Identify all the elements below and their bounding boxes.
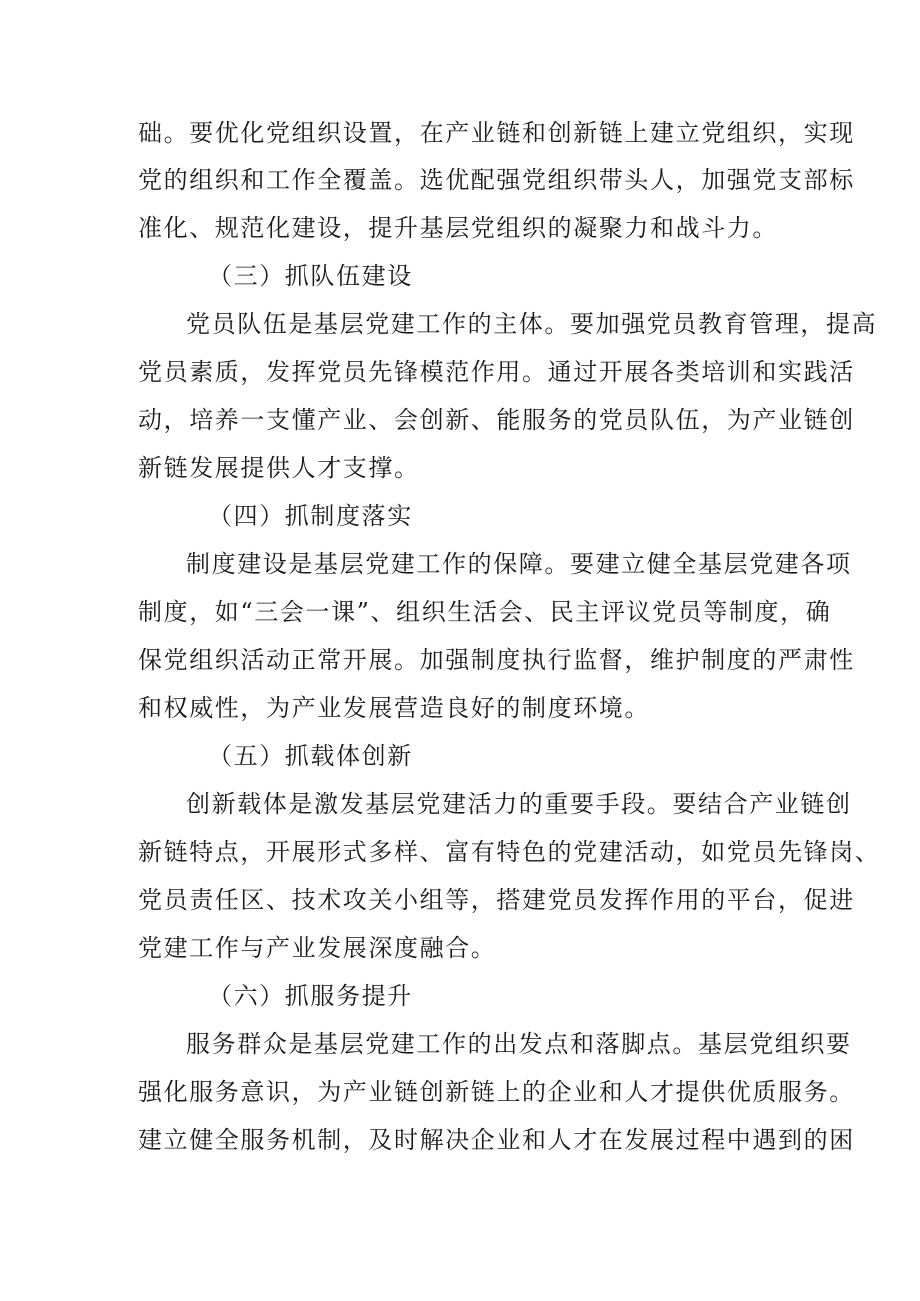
- paragraph-line: 新链发展提供人才支撑。: [138, 454, 420, 482]
- paragraph-line: 创新载体是激发基层党建活力的重要手段。要结合产业链创: [186, 790, 852, 818]
- paragraph-line: 建立健全服务机制，及时解决企业和人才在发展过程中遇到的困: [138, 1126, 855, 1154]
- section-heading: （五）抓载体创新: [208, 742, 413, 770]
- paragraph-line: 动，培养一支懂产业、会创新、能服务的党员队伍，为产业链创: [138, 406, 855, 434]
- section-heading: （六）抓服务提升: [208, 982, 413, 1010]
- paragraph-line: 党的组织和工作全覆盖。选优配强党组织带头人，加强党支部标: [138, 166, 855, 194]
- paragraph-line: 强化服务意识，为产业链创新链上的企业和人才提供优质服务。: [138, 1078, 855, 1106]
- paragraph-line: 服务群众是基层党建工作的出发点和落脚点。基层党组织要: [186, 1030, 852, 1058]
- paragraph-line: 党员队伍是基层党建工作的主体。要加强党员教育管理，提高: [186, 310, 878, 338]
- paragraph-line: 党建工作与产业发展深度融合。: [138, 934, 497, 962]
- paragraph-line: 和权威性，为产业发展营造良好的制度环境。: [138, 694, 650, 722]
- paragraph-line: 新链特点，开展形式多样、富有特色的党建活动，如党员先锋岗、: [138, 838, 881, 866]
- paragraph-line: 制度，如“三会一课”、组织生活会、民主评议党员等制度，确: [138, 598, 832, 626]
- paragraph-line: 础。要优化党组织设置，在产业链和创新链上建立党组织，实现: [138, 119, 855, 147]
- paragraph-line: 准化、规范化建设，提升基层党组织的凝聚力和战斗力。: [138, 214, 778, 242]
- paragraph-line: 保党组织活动正常开展。加强制度执行监督，维护制度的严肃性: [138, 646, 855, 674]
- paragraph-line: 党员素质，发挥党员先锋模范作用。通过开展各类培训和实践活: [138, 358, 855, 386]
- paragraph-line: 党员责任区、技术攻关小组等，搭建党员发挥作用的平台，促进: [138, 886, 855, 914]
- section-heading: （四）抓制度落实: [208, 502, 413, 530]
- section-heading: （三）抓队伍建设: [208, 262, 413, 290]
- paragraph-line: 制度建设是基层党建工作的保障。要建立健全基层党建各项: [186, 550, 852, 578]
